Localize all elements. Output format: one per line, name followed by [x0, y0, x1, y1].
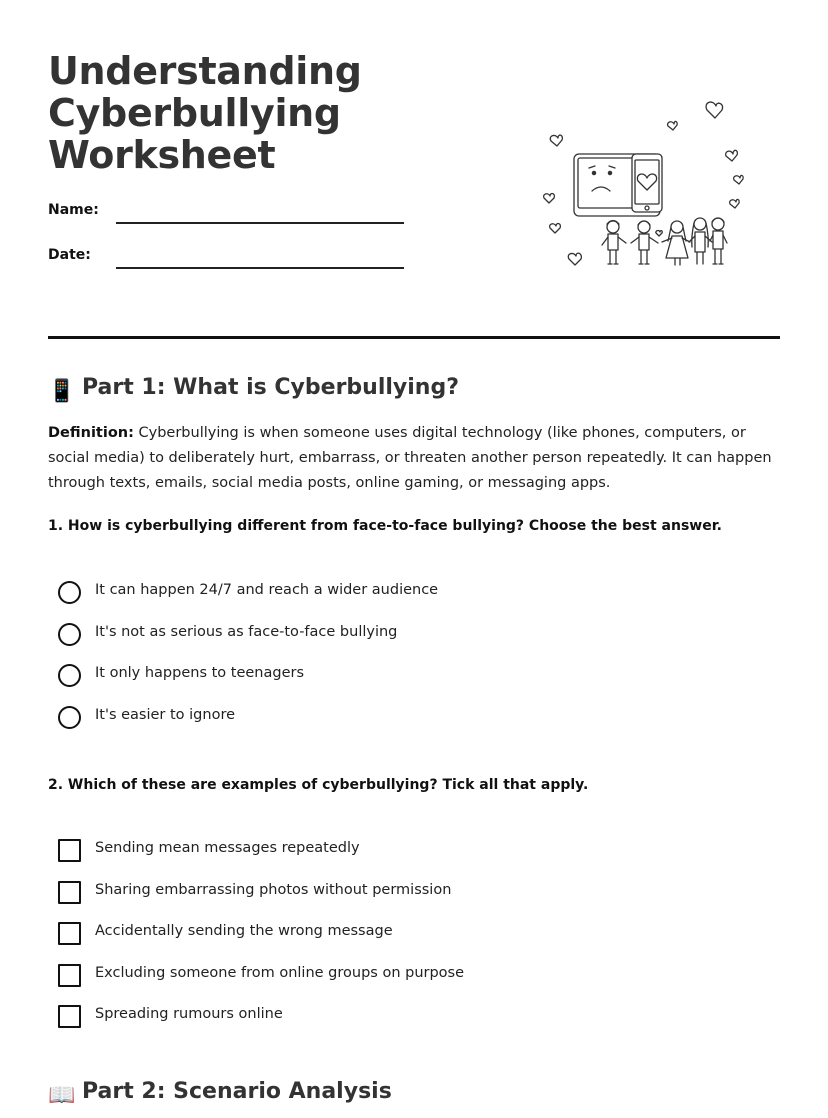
question-1-options — [58, 581, 758, 747]
option-label: Accidentally sending the wrong message — [95, 923, 393, 939]
radio-button[interactable] — [58, 623, 81, 646]
checkbox-option[interactable] — [58, 922, 758, 964]
open-book-icon: 📖 — [48, 1083, 76, 1108]
definition-label: Definition: — [48, 425, 134, 441]
name-input-line[interactable] — [116, 222, 404, 224]
part1-heading — [48, 374, 459, 406]
definition-text: Cyberbullying is when someone uses digital technology (like phones, computers, or social media) to deliberately hurt, embarrass, or threaten another person repeatedly. It can happen through texts, emails, social media posts, online gaming, or messaging apps. — [48, 425, 772, 491]
checkbox[interactable] — [58, 1005, 81, 1028]
heart-phone-icon — [632, 154, 662, 212]
question-2-options — [58, 839, 758, 1047]
children-holding-hands-icon — [602, 218, 727, 265]
part1-heading-text: Part 1: What is Cyberbullying? — [82, 375, 459, 400]
option-label: Excluding someone from online groups on purpose — [95, 964, 465, 981]
part2-heading — [48, 1078, 392, 1110]
checkbox[interactable] — [58, 964, 81, 987]
definition-paragraph — [48, 421, 788, 496]
name-label: Name: — [48, 202, 99, 218]
radio-button[interactable] — [58, 581, 81, 604]
checkbox[interactable] — [58, 839, 81, 862]
title-line-1: Understanding — [48, 49, 362, 93]
option-label: It only happens to teenagers — [95, 665, 305, 681]
checkbox-option[interactable] — [58, 1005, 758, 1047]
part2-heading-text: Part 2: Scenario Analysis — [82, 1079, 392, 1104]
checkbox[interactable] — [58, 881, 81, 904]
phone-computer-children-hearts-illustration — [536, 96, 756, 282]
title-line-2: Cyberbullying — [48, 91, 341, 135]
radio-option[interactable] — [58, 706, 758, 748]
checkbox-option[interactable] — [58, 964, 758, 1006]
title-line-3: Worksheet — [48, 133, 276, 177]
worksheet-title — [48, 50, 448, 176]
question-1: 1. How is cyberbullying different from face-to-face bullying? Choose the best answer. — [48, 518, 722, 534]
radio-button[interactable] — [58, 664, 81, 687]
checkbox-option[interactable] — [58, 839, 758, 881]
option-label: Sending mean messages repeatedly — [95, 840, 360, 856]
option-label: It can happen 24/7 and reach a wider audience — [95, 582, 439, 598]
option-label: Spreading rumours online — [95, 1006, 283, 1022]
option-label: It's not as serious as face-to-face bullying — [95, 623, 398, 640]
header-divider — [48, 336, 780, 339]
question-2: 2. Which of these are examples of cyberbullying? Tick all that apply. — [48, 777, 589, 793]
radio-option[interactable] — [58, 581, 758, 623]
radio-option[interactable] — [58, 623, 758, 665]
date-input-line[interactable] — [116, 267, 404, 269]
radio-button[interactable] — [58, 706, 81, 729]
checkbox-option[interactable] — [58, 881, 758, 923]
checkbox[interactable] — [58, 922, 81, 945]
option-label: Sharing embarrassing photos without permission — [95, 881, 452, 898]
radio-option[interactable] — [58, 664, 758, 706]
date-label: Date: — [48, 247, 91, 263]
option-label: It's easier to ignore — [95, 706, 236, 723]
mobile-phone-icon: 📱 — [48, 379, 76, 404]
